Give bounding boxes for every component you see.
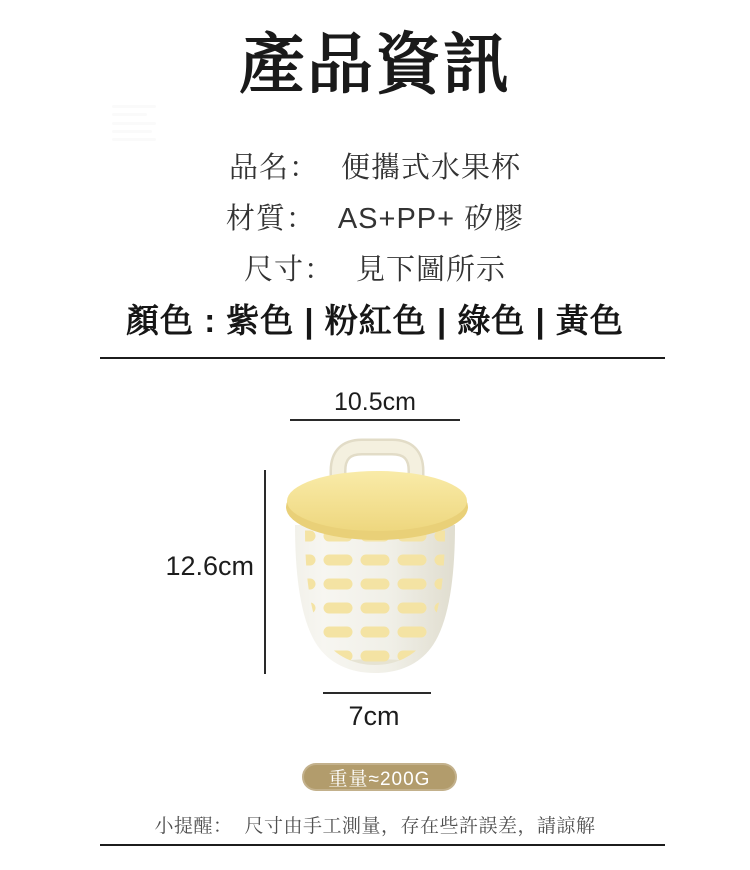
spec-value: 見下圖所示 [356, 254, 507, 286]
spec-row-color [0, 293, 750, 344]
basket-body-shape [293, 523, 457, 679]
dim-height-label: 12.6cm [165, 551, 254, 581]
spec-row-product-name [0, 140, 750, 191]
lid-shape [286, 471, 468, 540]
spec-row-size [0, 242, 750, 293]
note-label: 小提醒： [154, 816, 233, 837]
weight-badge: 重量≈200G [302, 763, 457, 791]
spec-row-material [0, 191, 750, 242]
dim-top-width-label: 10.5cm [334, 388, 416, 416]
spec-label: 尺寸： [243, 254, 334, 286]
top-divider [100, 357, 665, 359]
spec-label: 品名： [228, 152, 319, 184]
basket-slots [293, 523, 457, 675]
faint-watermark [112, 105, 156, 141]
spec-label: 顏色 : [126, 302, 217, 339]
bottom-divider [100, 844, 665, 846]
product-illustration [225, 425, 525, 695]
dim-bottom-width-line [323, 692, 431, 694]
spec-value: 便攜式水果杯 [341, 152, 522, 184]
dim-top-width-line [290, 419, 460, 421]
spec-value: 紫色 | 粉紅色 | 綠色 | 黃色 [226, 302, 624, 339]
note-text: 尺寸由手工測量，存在些許誤差，請諒解 [244, 816, 596, 837]
dim-bottom-width-label: 7cm [348, 701, 400, 731]
spec-label: 材質： [225, 203, 316, 235]
footer-note [0, 811, 750, 838]
spec-list [0, 140, 750, 344]
spec-value: AS+PP+ 矽膠 [337, 203, 525, 235]
page-title: 產品資訊 [239, 27, 511, 101]
